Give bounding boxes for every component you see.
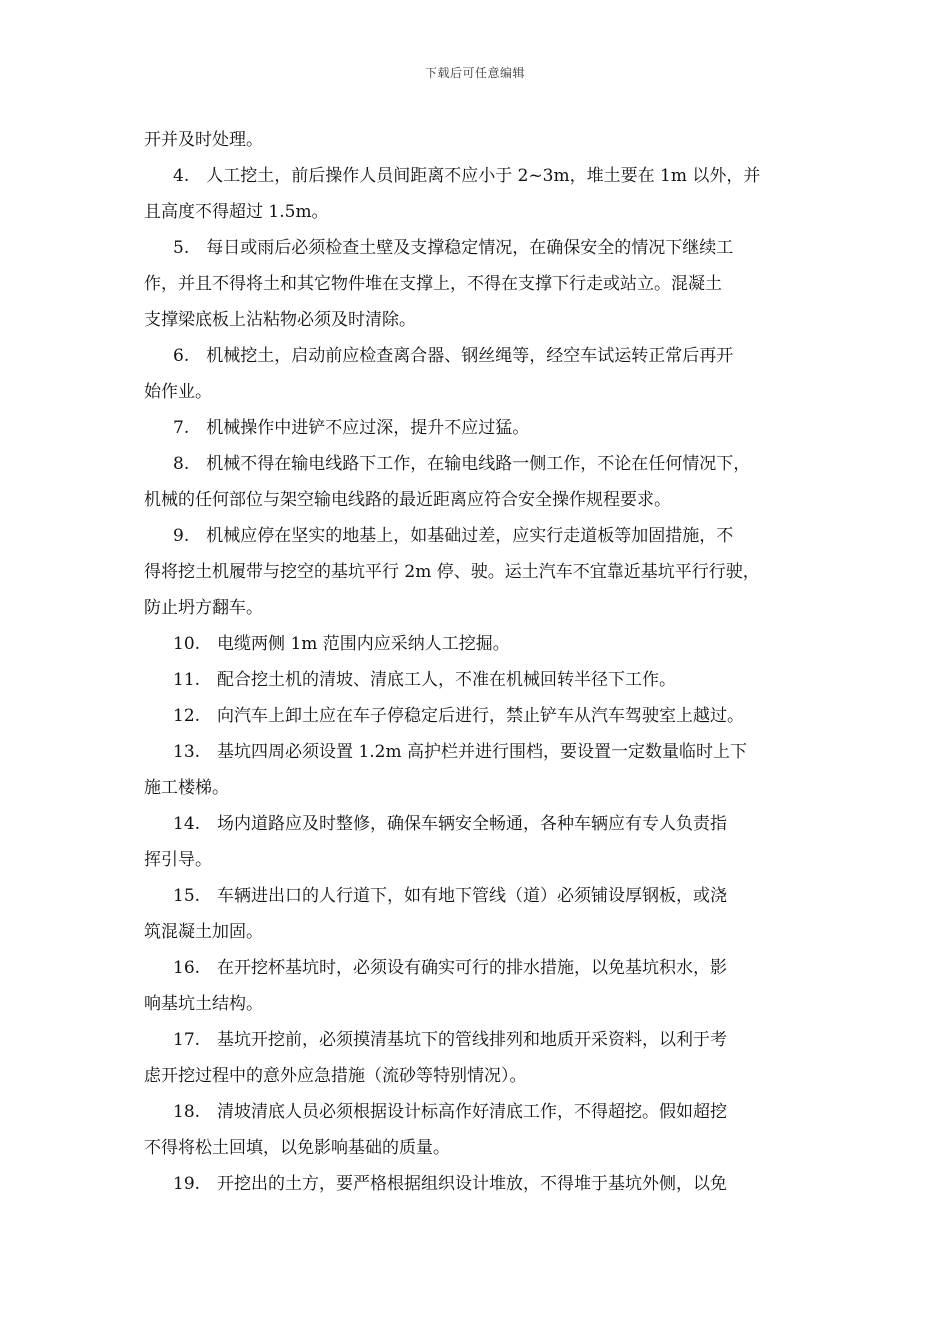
text-line: 18. 清坡清底人员必须根据设计标高作好清底工作，不得超挖。假如超挖 bbox=[173, 1102, 728, 1122]
text-line: 12. 向汽车上卸土应在车子停稳定后进行，禁止铲车从汽车驾驶室上越过。 bbox=[173, 706, 745, 726]
text-line: 开并及时处理。 bbox=[144, 130, 263, 150]
text-line: 防止坍方翻车。 bbox=[144, 598, 263, 618]
text-line: 得将挖土机履带与挖空的基坑平行 2m 停、驶。运土汽车不宜靠近基坑平行行驶， bbox=[144, 562, 760, 582]
text-line: 9. 机械应停在坚实的地基上，如基础过差，应实行走道板等加固措施，不 bbox=[173, 526, 734, 546]
text-line: 作，并且不得将土和其它物件堆在支撑上，不得在支撑下行走或站立。混凝土 bbox=[144, 274, 722, 294]
text-line: 5. 每日或雨后必须检查土壁及支撑稳定情况，在确保安全的情况下继续工 bbox=[173, 238, 734, 258]
text-line: 挥引导。 bbox=[144, 850, 212, 870]
page-header: 下载后可任意编辑 bbox=[424, 66, 525, 80]
text-line: 机械的任何部位与架空输电线路的最近距离应符合安全操作规程要求。 bbox=[144, 490, 671, 510]
text-line: 且高度不得超过 1.5m。 bbox=[144, 202, 329, 222]
text-line: 虑开挖过程中的意外应急措施（流砂等特别情况）。 bbox=[144, 1066, 527, 1086]
text-line: 17. 基坑开挖前，必须摸清基坑下的管线排列和地质开采资料，以利于考 bbox=[173, 1030, 728, 1050]
text-line: 施工楼梯。 bbox=[144, 778, 229, 798]
text-line: 13. 基坑四周必须设置 1.2m 高护栏并进行围档，要设置一定数量临时上下 bbox=[173, 742, 747, 762]
text-line: 10. 电缆两侧 1m 范围内应采纳人工挖掘。 bbox=[173, 634, 510, 654]
text-line: 筑混凝土加固。 bbox=[144, 922, 263, 942]
text-line: 15. 车辆进出口的人行道下，如有地下管线（道）必须铺设厚钢板，或浇 bbox=[173, 886, 728, 906]
text-line: 11. 配合挖土机的清坡、清底工人，不准在机械回转半径下工作。 bbox=[173, 670, 677, 690]
text-line: 4. 人工挖土，前后操作人员间距离不应小于 2~3m，堆土要在 1m 以外，并 bbox=[173, 166, 761, 186]
text-line: 响基坑土结构。 bbox=[144, 994, 263, 1014]
document-body bbox=[144, 122, 812, 1202]
text-line: 16. 在开挖杯基坑时，必须设有确实可行的排水措施，以免基坑积水，影 bbox=[173, 958, 728, 978]
text-line: 始作业。 bbox=[144, 382, 212, 402]
text-line: 14. 场内道路应及时整修，确保车辆安全畅通，各种车辆应有专人负责指 bbox=[173, 814, 728, 834]
text-line: 8. 机械不得在输电线路下工作，在输电线路一侧工作，不论在任何情况下， bbox=[173, 454, 751, 474]
text-line: 支撑梁底板上沾粘物必须及时清除。 bbox=[144, 310, 416, 330]
text-line: 不得将松土回填，以免影响基础的质量。 bbox=[144, 1138, 450, 1158]
text-line: 6. 机械挖土，启动前应检查离合器、钢丝绳等，经空车试运转正常后再开 bbox=[173, 346, 734, 366]
text-line: 19. 开挖出的土方，要严格根据组织设计堆放，不得堆于基坑外侧，以免 bbox=[173, 1174, 728, 1194]
text-line: 7. 机械操作中进铲不应过深，提升不应过猛。 bbox=[173, 418, 530, 438]
